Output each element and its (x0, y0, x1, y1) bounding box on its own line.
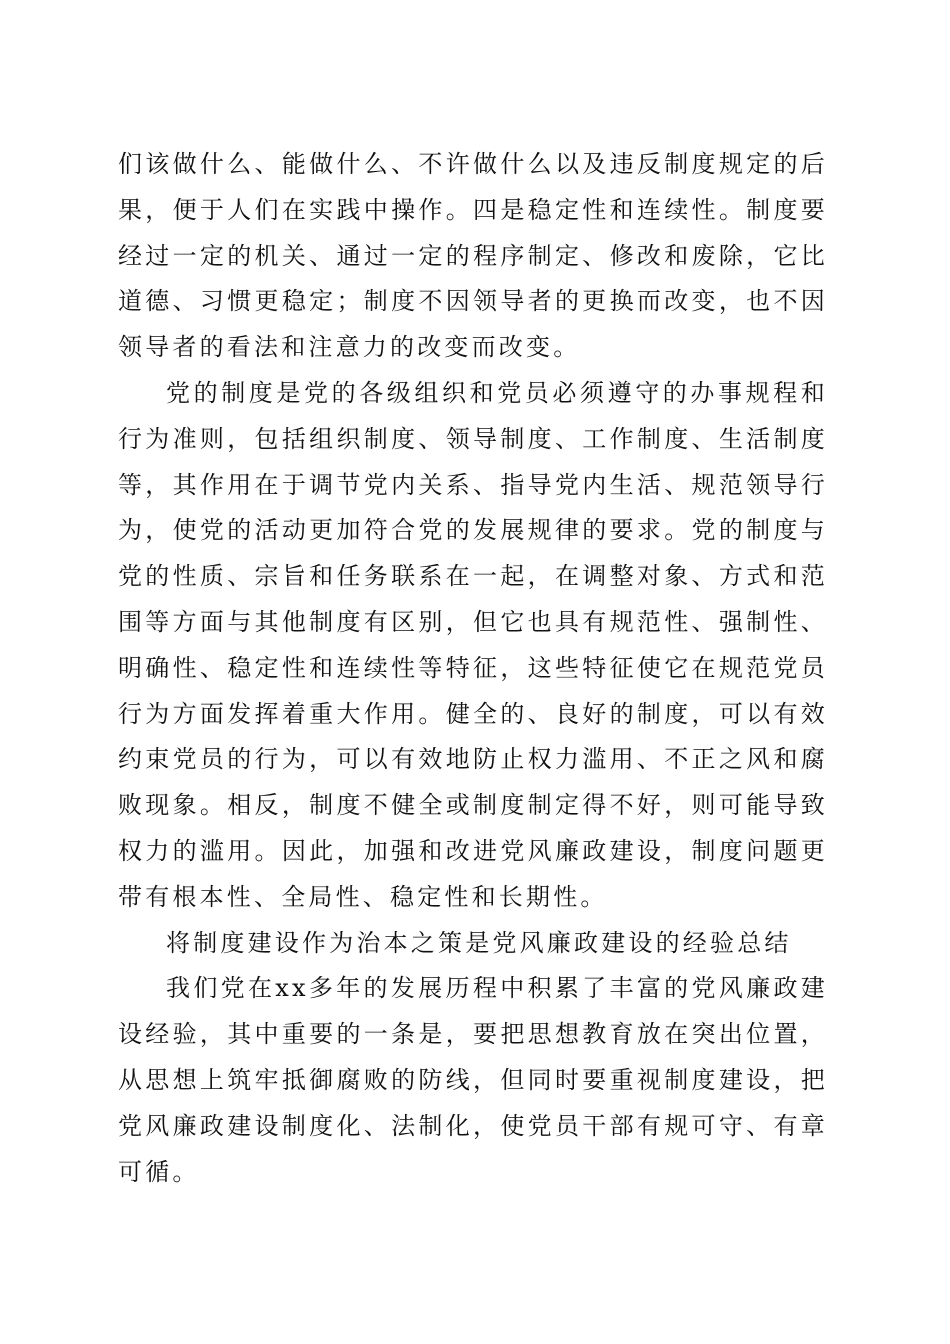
section-heading: 将制度建设作为治本之策是党风廉政建设的经验总结 (166, 928, 792, 957)
paragraph-party-system: 党的制度是党的各级组织和党员必须遵守的办事规程和行为准则，包括组织制度、领导制度、工作制度、生活制度等，其作用在于调节党内关系、指导党内生活、规范领导行为，使党的活动更加符合党的发展规律的要求。党的制度与党的性质、宗旨和任务联系在一起，在调整对象、方式和范围等方面与其他制度有区别，但它也具有规范性、强制性、明确性、稳定性和连续性等特征，这些特征使它在规范党员行为方面发挥着重大作用。健全的、良好的制度，可以有效约束党员的行为，可以有效地防止权力滥用、不正之风和腐败现象。相反，制度不健全或制度制定得不好，则可能导致权力的滥用。因此，加强和改进党风廉政建设，制度问题更带有根本性、全局性、稳定性和长期性。 (118, 378, 828, 911)
paragraph-continuation: 们该做什么、能做什么、不许做什么以及违反制度规定的后果，便于人们在实践中操作。四是稳定性和连续性。制度要经过一定的机关、通过一定的程序制定、修改和废除，它比道德、习惯更稳定；制度不因领导者的更换而改变，也不因领导者的看法和注意力的改变而改变。 (118, 150, 828, 362)
document-body (118, 142, 828, 1195)
paragraph-experience: 我们党在xx多年的发展历程中积累了丰富的党风廉政建设经验，其中重要的一条是，要把思想教育放在突出位置，从思想上筑牢抵御腐败的防线，但同时要重视制度建设，把党风廉政建设制度化、法制化，使党员干部有规可守、有章可循。 (118, 974, 828, 1186)
